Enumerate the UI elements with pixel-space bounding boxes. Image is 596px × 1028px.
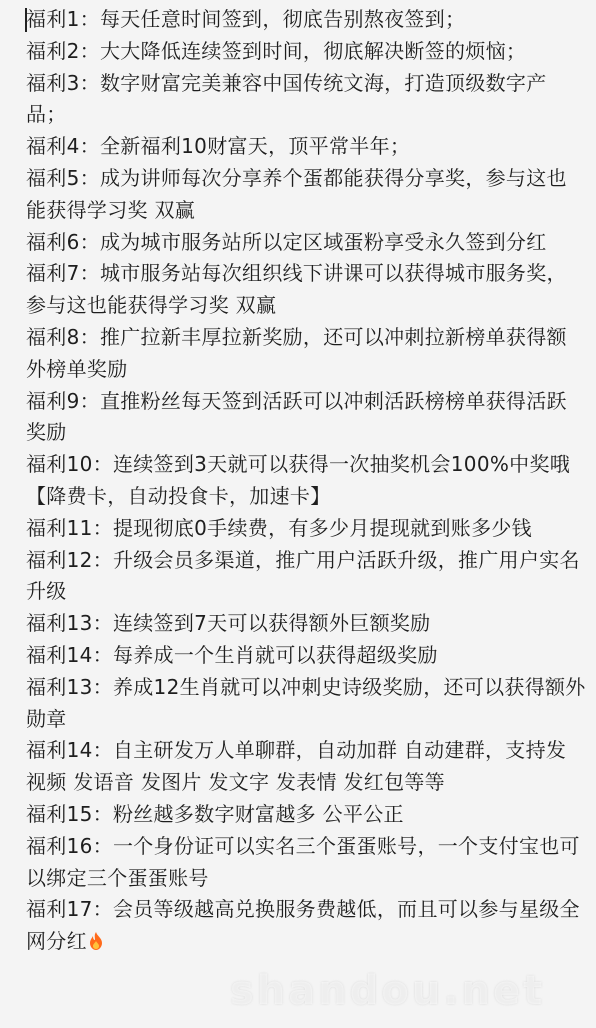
benefit-label: 福利14： [26,642,113,667]
benefit-item-1 [26,4,586,36]
benefit-item-9 [26,386,586,450]
benefit-text: 提现彻底0手续费，有多少月提现就到账多少钱 [112,515,532,540]
benefit-item-8 [26,322,586,386]
benefit-text: 成为城市服务站所以定区域蛋粉享受永久签到分红 [99,229,547,254]
benefit-label: 福利12： [26,547,113,572]
benefit-text: 升级会员多渠道，推广用户活跃升级，推广用户实名升级 [26,547,580,604]
benefit-label: 福利11： [26,515,113,540]
benefit-label: 福利4： [26,134,100,159]
benefit-label: 福利17： [26,897,113,922]
benefit-label: 福利13： [26,674,113,699]
benefit-text: 每养成一个生肖就可以获得超级奖励 [112,642,438,667]
benefit-label: 福利9： [26,388,100,413]
benefit-label: 福利1： [26,7,100,31]
benefit-item-2 [26,36,586,68]
benefit-label: 福利16： [26,833,113,858]
benefit-label: 福利5： [26,165,100,190]
benefit-label: 福利2： [26,38,100,63]
benefit-text: 自主研发万人单聊群，自动加群 自动建群，支持发视频 发语音 发图片 发文字 发表情 发红包等等 [26,738,567,795]
benefit-text: 推广拉新丰厚拉新奖励，还可以冲刺拉新榜单获得额外榜单奖励 [26,324,567,381]
benefit-text: 全新福利10财富天，顶平常半年； [99,134,411,159]
benefit-label: 福利13： [26,611,113,636]
benefit-text: 一个身份证可以实名三个蛋蛋账号，一个支付宝也可以绑定三个蛋蛋账号 [26,833,580,890]
benefit-label: 福利6： [26,229,100,254]
benefit-text: 数字财富完美兼容中国传统文海，打造顶级数字产品； [26,70,547,127]
benefit-item-7 [26,258,586,322]
benefit-item-12 [26,545,586,609]
benefit-text: 粉丝越多数字财富越多 公平公正 [112,801,404,826]
benefits-document [26,4,586,958]
benefit-item-19 [26,894,586,958]
watermark: shandou.net [230,968,546,1014]
benefit-item-15 [26,672,586,736]
benefit-text: 会员等级越高兑换服务费越低，而且可以参与星级全网分红 [26,897,580,954]
benefit-item-18 [26,831,586,895]
benefit-text: 连续签到3天就可以获得一次抽奖机会100%中奖哦【降费卡，自动投食卡，加速卡】 [26,452,571,508]
benefit-text: 连续签到7天可以获得额外巨额奖励 [112,611,431,636]
benefit-text: 养成12生肖就可以冲刺史诗级奖励，还可以获得额外勋章 [26,674,586,731]
benefit-text: 城市服务站每次组织线下讲课可以获得城市服务奖，参与这也能获得学习奖 双赢 [26,261,567,318]
benefit-item-11 [26,513,586,545]
benefit-item-5 [26,163,586,227]
benefit-item-14 [26,640,586,672]
benefit-text: 大大降低连续签到时间，彻底解决断签的烦恼； [99,38,527,63]
benefit-item-17 [26,799,586,831]
benefit-label: 福利10： [26,452,113,477]
benefit-text: 每天任意时间签到，彻底告别熬夜签到； [99,7,466,31]
benefit-item-13 [26,608,586,640]
benefit-label: 福利15： [26,801,113,826]
benefit-item-10 [26,449,586,513]
benefit-item-16 [26,735,586,799]
benefit-label: 福利7： [26,261,100,286]
benefit-label: 福利3： [26,70,100,95]
benefit-item-3 [26,68,586,132]
fire-icon [89,928,103,946]
benefit-label: 福利14： [26,738,113,763]
benefit-label: 福利8： [26,324,100,349]
benefit-text: 直推粉丝每天签到活跃可以冲刺活跃榜榜单获得活跃奖励 [26,388,567,445]
benefit-item-6 [26,227,586,259]
benefit-text: 成为讲师每次分享养个蛋都能获得分享奖，参与这也能获得学习奖 双赢 [26,165,567,222]
benefit-item-4 [26,131,586,163]
